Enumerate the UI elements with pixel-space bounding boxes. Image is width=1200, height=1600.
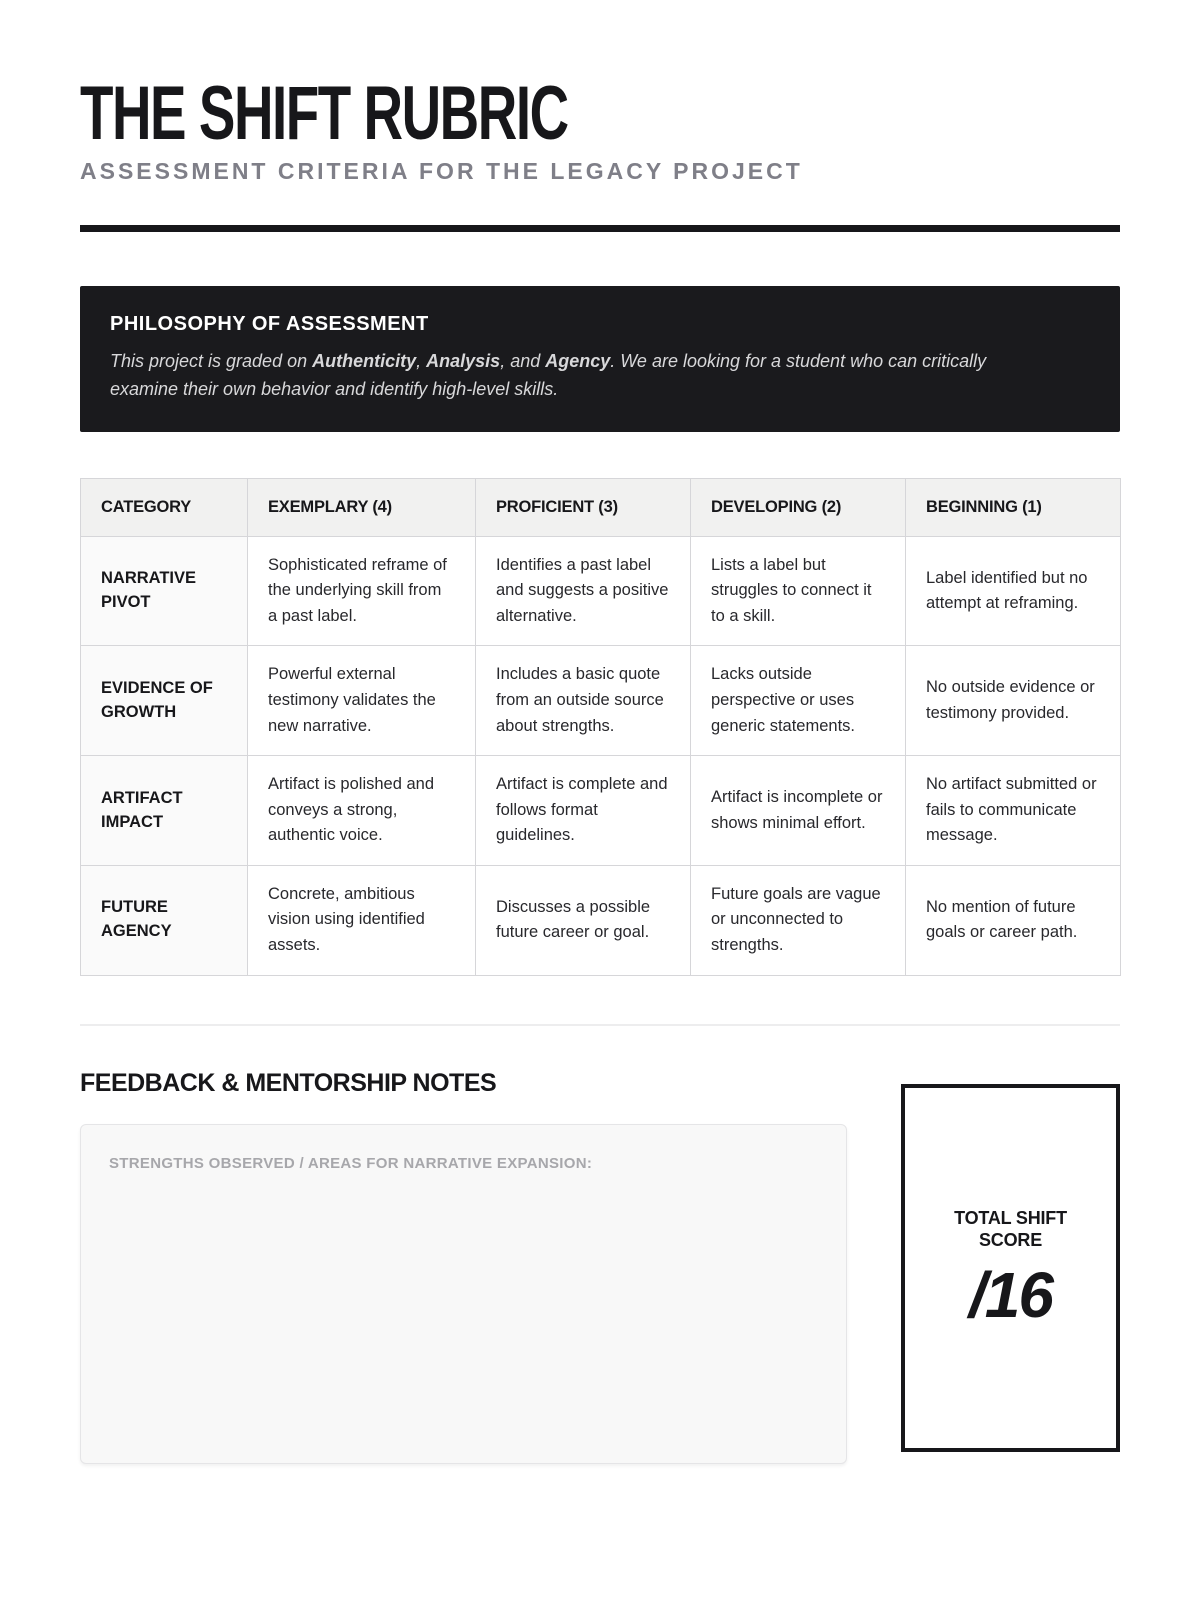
rubric-cell: Lists a label but struggles to connect it to a skill. <box>691 536 906 646</box>
section-divider <box>80 1024 1120 1026</box>
column-header-category: CATEGORY <box>81 478 248 536</box>
philosophy-body <box>110 348 1020 404</box>
rubric-cell: Identifies a past label and suggests a positive alternative. <box>476 536 691 646</box>
rubric-cell: Artifact is complete and follows format guidelines. <box>476 756 691 866</box>
total-score-value: /16 <box>969 1258 1052 1331</box>
feedback-notes-column <box>80 1068 847 1464</box>
rubric-cell: Artifact is polished and conveys a strong, authentic voice. <box>248 756 476 866</box>
philosophy-heading: PHILOSOPHY OF ASSESSMENT <box>110 313 429 335</box>
rubric-document <box>80 0 1120 1464</box>
rubric-cell: Concrete, ambitious vision using identified assets. <box>248 865 476 975</box>
page-title <box>80 71 1120 156</box>
table-header-row <box>81 478 1121 536</box>
feedback-heading: FEEDBACK & MENTORSHIP NOTES <box>80 1068 497 1097</box>
column-header-developing: DEVELOPING (2) <box>691 478 906 536</box>
philosophy-banner <box>80 286 1120 432</box>
rubric-cell: Sophisticated reframe of the underlying skill from a past label. <box>248 536 476 646</box>
rubric-cell: Powerful external testimony validates the new narrative. <box>248 646 476 756</box>
philosophy-body-segment: , and <box>500 351 546 371</box>
total-score-label-line2: SCORE <box>978 1229 1042 1250</box>
rubric-cell: No outside evidence or testimony provided. <box>906 646 1121 756</box>
rubric-cell: Discusses a possible future career or goal. <box>476 865 691 975</box>
rubric-cell: No artifact submitted or fails to communicate message. <box>906 756 1121 866</box>
table-row-narrative-pivot <box>81 536 1121 646</box>
philosophy-body-segment: , <box>416 351 427 371</box>
page-title-text: THE SHIFT RUBRIC <box>80 71 568 156</box>
row-category: EVIDENCE OF GROWTH <box>81 646 248 756</box>
column-header-beginning: BEGINNING (1) <box>906 478 1121 536</box>
header-rule <box>80 225 1120 232</box>
column-header-proficient: PROFICIENT (3) <box>476 478 691 536</box>
row-category: ARTIFACT IMPACT <box>81 756 248 866</box>
total-score-box[interactable] <box>901 1084 1120 1452</box>
row-category: NARRATIVE PIVOT <box>81 536 248 646</box>
rubric-table <box>80 478 1121 976</box>
table-row-artifact-impact <box>81 756 1121 866</box>
row-category: FUTURE AGENCY <box>81 865 248 975</box>
rubric-cell: Artifact is incomplete or shows minimal effort. <box>691 756 906 866</box>
total-score-label-line1: TOTAL SHIFT <box>954 1208 1067 1229</box>
notes-field[interactable] <box>80 1124 847 1464</box>
philosophy-body-segment-bold: Analysis <box>426 351 501 371</box>
rubric-cell: Label identified but no attempt at reframing. <box>906 536 1121 646</box>
philosophy-body-segment: . We are looking for a student who can critically examine their own behavior and identify high-level skills. <box>110 351 987 399</box>
document-header <box>80 71 1120 232</box>
rubric-cell: Future goals are vague or unconnected to strengths. <box>691 865 906 975</box>
rubric-cell: Lacks outside perspective or uses generic statements. <box>691 646 906 756</box>
page-subtitle: ASSESSMENT CRITERIA FOR THE LEGACY PROJECT <box>80 158 803 184</box>
rubric-cell: No mention of future goals or career path. <box>906 865 1121 975</box>
philosophy-body-segment: This project is graded on <box>110 351 313 371</box>
notes-placeholder: STRENGTHS OBSERVED / AREAS FOR NARRATIVE EXPANSION: <box>109 1154 593 1172</box>
feedback-section <box>80 1068 1120 1464</box>
table-row-future-agency <box>81 865 1121 975</box>
rubric-cell: Includes a basic quote from an outside source about strengths. <box>476 646 691 756</box>
philosophy-body-segment-bold: Agency <box>545 351 611 371</box>
total-score-label <box>954 1208 1067 1250</box>
column-header-exemplary: EXEMPLARY (4) <box>248 478 476 536</box>
philosophy-body-segment-bold: Authenticity <box>312 351 417 371</box>
table-row-evidence-of-growth <box>81 646 1121 756</box>
